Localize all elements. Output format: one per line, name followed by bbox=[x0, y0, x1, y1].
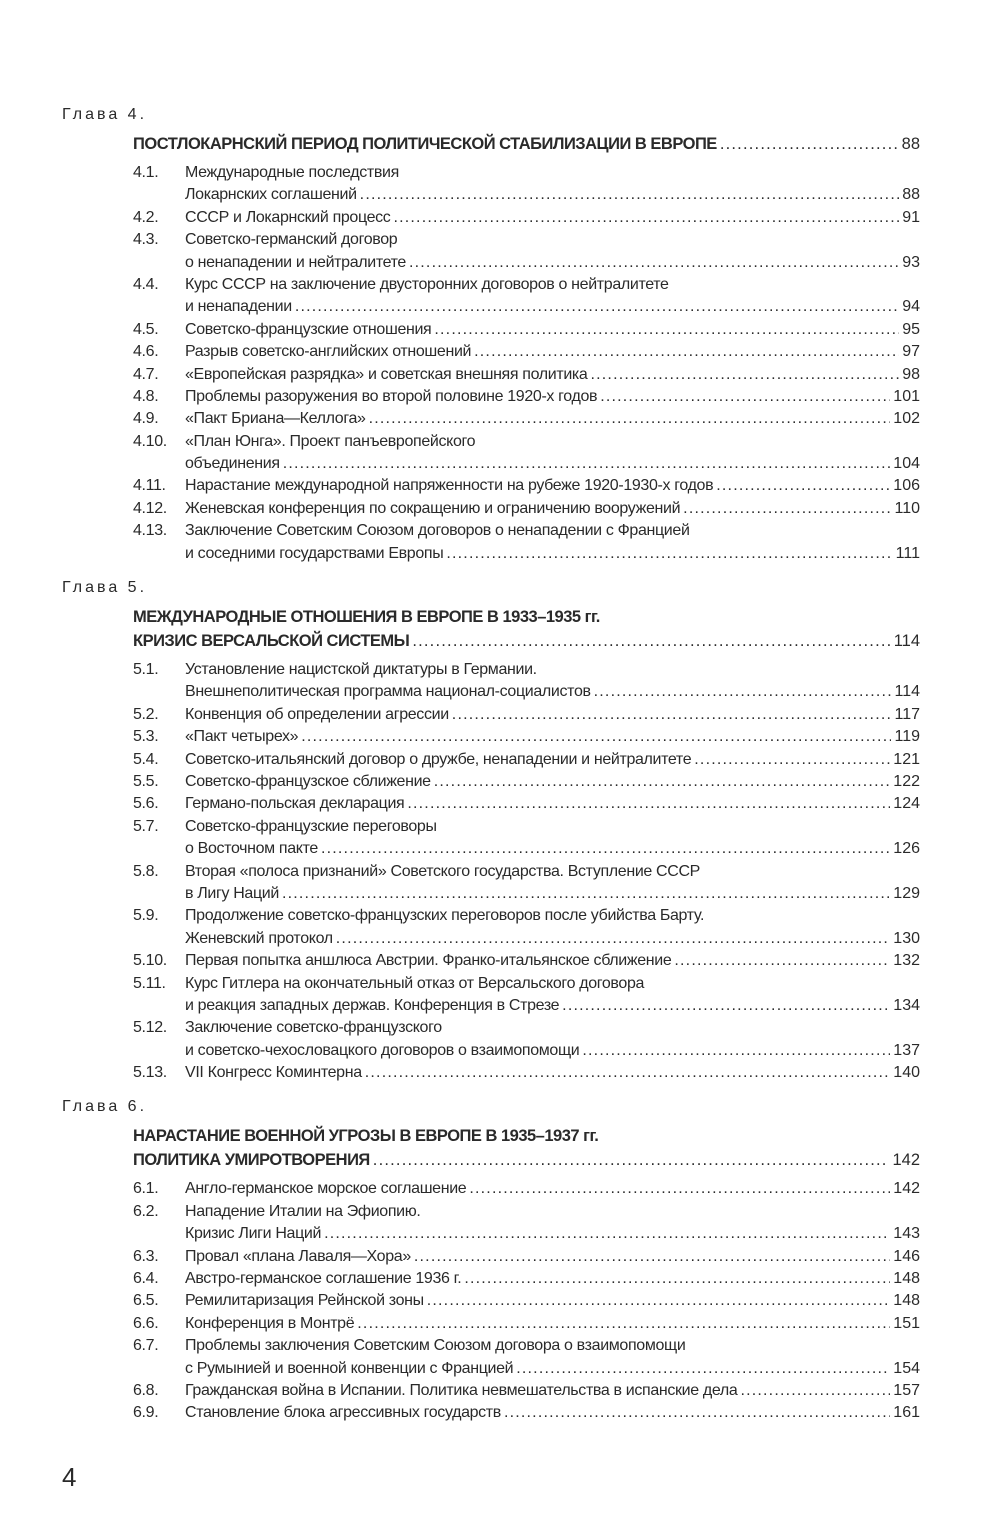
dot-leader bbox=[295, 296, 899, 318]
entry-text: и советско-чехословацкого договоров о взаимопомощи bbox=[185, 1041, 580, 1059]
entry-text: Гражданская война в Испании. Политика невмешательства в испанские дела bbox=[185, 1381, 738, 1399]
chapter-label: Глава 5. bbox=[62, 579, 148, 597]
entry-text: СССР и Локарнский процесс bbox=[185, 208, 391, 226]
toc-line bbox=[133, 296, 920, 318]
toc-entry bbox=[133, 973, 920, 1018]
entry-number: 6.1. bbox=[133, 1180, 159, 1198]
entry-number: 6.7. bbox=[133, 1337, 159, 1355]
dot-leader bbox=[336, 928, 891, 950]
page-ref: 93 bbox=[902, 253, 920, 271]
toc-line bbox=[133, 1223, 920, 1245]
entry-number: 5.6. bbox=[133, 795, 159, 813]
page-ref: 117 bbox=[894, 705, 920, 723]
entry-text: Женевская конференция по сокращению и ограничению вооружений bbox=[185, 499, 681, 517]
dot-leader bbox=[674, 950, 890, 972]
toc-line bbox=[133, 1313, 920, 1335]
toc-line bbox=[133, 681, 920, 703]
entry-number: 6.4. bbox=[133, 1270, 159, 1288]
toc-entry bbox=[133, 498, 920, 520]
dot-leader bbox=[360, 184, 900, 206]
toc-line bbox=[133, 1358, 920, 1380]
toc-entry bbox=[133, 520, 920, 565]
chapter-section bbox=[62, 1096, 920, 1424]
dot-leader bbox=[594, 681, 892, 703]
toc-line bbox=[133, 1290, 920, 1312]
toc-entry bbox=[133, 229, 920, 274]
page-ref: 88 bbox=[901, 135, 920, 153]
page-ref: 114 bbox=[893, 632, 920, 651]
toc-line bbox=[133, 1062, 920, 1084]
toc-entry bbox=[133, 386, 920, 408]
dot-leader bbox=[590, 364, 899, 386]
entry-number bbox=[133, 1223, 185, 1245]
toc-line bbox=[133, 659, 920, 681]
page-ref: 137 bbox=[893, 1041, 920, 1059]
chapter-section bbox=[62, 577, 920, 1084]
entry-text: НАРАСТАНИЕ ВОЕННОЙ УГРОЗЫ В ЕВРОПЕ В 1935–1937 гг. bbox=[133, 1127, 599, 1146]
page-ref: 106 bbox=[893, 477, 920, 495]
entry-text: ПОЛИТИКА УМИРОТВОРЕНИЯ bbox=[133, 1151, 370, 1170]
toc-line bbox=[133, 1201, 920, 1223]
page-ref: 111 bbox=[895, 544, 920, 562]
dot-leader bbox=[582, 1040, 890, 1062]
page-ref: 140 bbox=[893, 1064, 920, 1082]
page-ref: 151 bbox=[893, 1314, 920, 1332]
page-number: 4 bbox=[62, 1462, 77, 1492]
dot-leader bbox=[407, 793, 890, 815]
dot-leader bbox=[414, 1246, 890, 1268]
entry-number: 4.11. bbox=[133, 477, 166, 495]
page-ref: 119 bbox=[894, 728, 920, 746]
dot-leader bbox=[301, 726, 891, 748]
entry-text: с Румынией и военной конвенции с Францией bbox=[185, 1359, 514, 1377]
toc-line bbox=[133, 1380, 920, 1402]
entry-text: Проблемы заключения Советским Союзом договора о взаимопомощи bbox=[185, 1337, 686, 1355]
toc-line bbox=[133, 520, 920, 542]
page-ref: 114 bbox=[894, 683, 920, 701]
entry-number: 4.8. bbox=[133, 387, 159, 405]
entry-number: 6.8. bbox=[133, 1381, 159, 1399]
entry-number: 6.5. bbox=[133, 1292, 159, 1310]
entry-number: 5.11. bbox=[133, 974, 166, 992]
page-ref: 142 bbox=[892, 1151, 920, 1170]
entry-number: 4.7. bbox=[133, 365, 159, 383]
page-ref: 161 bbox=[893, 1404, 920, 1422]
dot-leader bbox=[474, 341, 899, 363]
toc-entry bbox=[133, 861, 920, 906]
dot-leader bbox=[409, 252, 899, 274]
toc-line bbox=[133, 498, 920, 520]
dot-leader bbox=[694, 749, 890, 771]
page-ref: 104 bbox=[893, 455, 920, 473]
entry-text: Локарнских соглашений bbox=[185, 186, 357, 204]
page-ref: 98 bbox=[902, 365, 920, 383]
dot-leader bbox=[434, 319, 899, 341]
dot-leader bbox=[683, 498, 891, 520]
toc-entry bbox=[133, 1335, 920, 1380]
toc-entry bbox=[133, 1402, 920, 1424]
entry-text: КРИЗИС ВЕРСАЛЬСКОЙ СИСТЕМЫ bbox=[133, 632, 410, 651]
page-ref: 91 bbox=[902, 208, 920, 226]
entry-number: 4.4. bbox=[133, 275, 159, 293]
entry-text: Проблемы разоружения во второй половине 1920-х годов bbox=[185, 387, 598, 405]
entry-text: Заключение советско-французского bbox=[185, 1019, 442, 1037]
entry-number: 4.12. bbox=[133, 499, 167, 517]
page-ref: 102 bbox=[893, 410, 920, 428]
toc-entry bbox=[133, 704, 920, 726]
toc-entry bbox=[133, 1178, 920, 1200]
entry-text: Англо-германское морское соглашение bbox=[185, 1180, 467, 1198]
toc-entry bbox=[133, 408, 920, 430]
entry-number: 4.13. bbox=[133, 522, 167, 540]
page-ref: 132 bbox=[893, 952, 920, 970]
dot-leader bbox=[446, 543, 892, 565]
toc-line bbox=[133, 408, 920, 430]
page-ref: 122 bbox=[893, 772, 920, 790]
toc-line bbox=[133, 726, 920, 748]
toc-line bbox=[133, 319, 920, 341]
entry-text: Курс СССР на заключение двусторонних договоров о нейтралитете bbox=[185, 275, 669, 293]
page-ref: 142 bbox=[893, 1180, 920, 1198]
entry-number: 5.12. bbox=[133, 1019, 167, 1037]
toc-line bbox=[133, 1402, 920, 1424]
toc-entry bbox=[133, 319, 920, 341]
page-ref: 154 bbox=[893, 1359, 920, 1377]
entry-number bbox=[133, 1358, 185, 1380]
entry-text: «Пакт четырех» bbox=[185, 728, 299, 746]
toc-line bbox=[133, 132, 920, 156]
page-ref: 130 bbox=[893, 929, 920, 947]
entry-text: Заключение Советским Союзом договоров о ненападении с Францией bbox=[185, 522, 690, 540]
entry-number: 6.6. bbox=[133, 1314, 159, 1332]
dot-leader bbox=[434, 771, 891, 793]
toc-line bbox=[133, 162, 920, 184]
toc-line bbox=[133, 816, 920, 838]
toc-line bbox=[133, 1148, 920, 1172]
entry-text: Установление нацистской диктатуры в Германии. bbox=[185, 661, 537, 679]
toc-entry bbox=[133, 1290, 920, 1312]
toc-line bbox=[133, 543, 920, 565]
entry-number: 5.8. bbox=[133, 862, 159, 880]
toc-entry bbox=[133, 1201, 920, 1246]
toc-line bbox=[133, 252, 920, 274]
entry-text: МЕЖДУНАРОДНЫЕ ОТНОШЕНИЯ В ЕВРОПЕ В 1933–1935 гг. bbox=[133, 608, 600, 627]
dot-leader bbox=[504, 1402, 890, 1424]
toc-line bbox=[133, 749, 920, 771]
toc-entry bbox=[133, 475, 920, 497]
toc-line bbox=[133, 771, 920, 793]
toc-line bbox=[133, 386, 920, 408]
toc-line bbox=[133, 629, 920, 653]
chapter-label: Глава 4. bbox=[62, 106, 148, 123]
page-ref: 143 bbox=[893, 1225, 920, 1243]
dot-leader bbox=[283, 453, 891, 475]
toc-entry bbox=[133, 1268, 920, 1290]
toc-line bbox=[133, 1246, 920, 1268]
toc-line bbox=[133, 883, 920, 905]
dot-leader bbox=[516, 1358, 890, 1380]
dot-leader bbox=[369, 408, 891, 430]
toc-line bbox=[133, 995, 920, 1017]
entry-text: ПОСТЛОКАРНСКИЙ ПЕРИОД ПОЛИТИЧЕСКОЙ СТАБИЛИЗАЦИИ В ЕВРОПЕ bbox=[133, 135, 717, 153]
toc-entry bbox=[133, 816, 920, 861]
page-ref: 157 bbox=[893, 1381, 920, 1399]
chapter-section bbox=[62, 104, 920, 565]
entry-number: 5.13. bbox=[133, 1064, 167, 1082]
entry-number: 5.5. bbox=[133, 772, 159, 790]
entry-text: Курс Гитлера на окончательный отказ от Версальского договора bbox=[185, 974, 645, 992]
toc-line bbox=[133, 274, 920, 296]
dot-leader bbox=[469, 1178, 890, 1200]
toc-entry bbox=[133, 1313, 920, 1335]
page-ref: 134 bbox=[893, 996, 920, 1014]
entry-number: 4.1. bbox=[133, 164, 159, 181]
entry-text: и ненападении bbox=[185, 298, 292, 316]
entry-number bbox=[133, 681, 185, 703]
dot-leader bbox=[324, 1223, 890, 1245]
entry-text: «Европейская разрядка» и советская внешняя политика bbox=[185, 365, 588, 383]
toc-entry bbox=[133, 950, 920, 972]
dot-leader bbox=[562, 995, 890, 1017]
dot-leader bbox=[365, 1062, 891, 1084]
toc-line bbox=[133, 1335, 920, 1357]
toc-line bbox=[133, 1178, 920, 1200]
entry-text: «Пакт Бриана—Келлога» bbox=[185, 410, 366, 428]
dot-leader bbox=[464, 1268, 890, 1290]
entry-text: Первая попытка аншлюса Австрии. Франко-итальянское сближение bbox=[185, 952, 672, 970]
entry-number: 4.9. bbox=[133, 410, 159, 428]
toc-entry bbox=[133, 162, 920, 207]
toc-line bbox=[133, 861, 920, 883]
toc-line bbox=[133, 184, 920, 206]
entry-number: 5.10. bbox=[133, 952, 167, 970]
entry-text: Вторая «полоса признаний» Советского государства. Вступление СССР bbox=[185, 862, 700, 880]
entry-number: 5.3. bbox=[133, 728, 159, 746]
toc-entry bbox=[133, 207, 920, 229]
page-ref: 95 bbox=[902, 320, 920, 338]
toc-line bbox=[133, 973, 920, 995]
toc-entry bbox=[133, 793, 920, 815]
entry-number: 5.2. bbox=[133, 705, 159, 723]
toc-line bbox=[133, 341, 920, 363]
page-ref: 97 bbox=[902, 343, 920, 361]
toc-line bbox=[133, 950, 920, 972]
page-ref: 94 bbox=[902, 298, 920, 316]
toc-entry bbox=[133, 726, 920, 748]
toc-line bbox=[133, 1040, 920, 1062]
entry-number bbox=[133, 296, 185, 318]
toc-line bbox=[133, 229, 920, 251]
entry-text: Становление блока агрессивных государств bbox=[185, 1404, 501, 1422]
toc-line bbox=[133, 793, 920, 815]
entry-number: 4.3. bbox=[133, 231, 159, 249]
dot-leader bbox=[427, 1290, 891, 1312]
page-ref: 146 bbox=[893, 1247, 920, 1265]
entry-text: в Лигу Наций bbox=[185, 884, 279, 902]
entry-text: Нападение Италии на Эфиопию. bbox=[185, 1202, 421, 1220]
entry-number: 5.4. bbox=[133, 750, 159, 768]
toc-line bbox=[133, 207, 920, 229]
entry-text: Международные последствия bbox=[185, 164, 399, 181]
toc-line bbox=[133, 905, 920, 927]
dot-leader bbox=[321, 838, 890, 860]
toc-entry bbox=[133, 431, 920, 476]
entry-number bbox=[133, 928, 185, 950]
toc-line bbox=[133, 1017, 920, 1039]
toc-entry bbox=[133, 905, 920, 950]
toc-line bbox=[133, 453, 920, 475]
table-of-contents bbox=[62, 104, 920, 1437]
entry-text: Нарастание международной напряженности на рубеже 1920-1930-х годов bbox=[185, 477, 714, 495]
entry-text: Советско-французское сближение bbox=[185, 772, 431, 790]
entry-number: 6.2. bbox=[133, 1202, 159, 1220]
chapter-title bbox=[133, 605, 920, 653]
entry-text: Советско-итальянский договор о дружбе, ненападении и нейтралитете bbox=[185, 750, 692, 768]
page-ref: 148 bbox=[893, 1292, 920, 1310]
toc-line bbox=[133, 1268, 920, 1290]
toc-entry bbox=[133, 659, 920, 704]
entry-text: Провал «плана Лаваля—Хора» bbox=[185, 1247, 411, 1265]
entry-number: 5.9. bbox=[133, 907, 159, 925]
entry-number: 5.1. bbox=[133, 661, 159, 679]
entry-number bbox=[133, 252, 185, 274]
entry-number: 6.3. bbox=[133, 1247, 159, 1265]
toc-line bbox=[133, 1124, 920, 1148]
entry-number bbox=[133, 1040, 185, 1062]
entry-text: Советско-германский договор bbox=[185, 231, 398, 249]
toc-line bbox=[133, 928, 920, 950]
entry-text: Конвенция об определении агрессии bbox=[185, 705, 449, 723]
entry-number bbox=[133, 838, 185, 860]
dot-leader bbox=[393, 207, 899, 229]
entry-number: 6.9. bbox=[133, 1404, 159, 1422]
chapter-title bbox=[133, 1124, 920, 1172]
toc-line bbox=[133, 431, 920, 453]
entry-text: Ремилитаризация Рейнской зоны bbox=[185, 1292, 424, 1310]
entry-number: 4.5. bbox=[133, 320, 159, 338]
dot-leader bbox=[357, 1313, 890, 1335]
toc-line bbox=[133, 475, 920, 497]
entry-text: и реакция западных держав. Конференция в Стрезе bbox=[185, 996, 560, 1014]
dot-leader bbox=[716, 475, 890, 497]
entry-number bbox=[133, 543, 185, 565]
page-ref: 121 bbox=[893, 750, 920, 768]
page-ref: 129 bbox=[893, 884, 920, 902]
entry-number: 4.10. bbox=[133, 432, 167, 450]
entry-text: Австро-германское соглашение 1936 г. bbox=[185, 1270, 462, 1288]
entry-number: 4.6. bbox=[133, 343, 159, 361]
entry-text: Конференция в Монтрё bbox=[185, 1314, 355, 1332]
page-ref: 126 bbox=[893, 840, 920, 858]
toc-entry bbox=[133, 274, 920, 319]
page-ref: 110 bbox=[894, 499, 920, 517]
toc-line bbox=[133, 364, 920, 386]
toc-line bbox=[133, 605, 920, 629]
dot-leader bbox=[373, 1148, 890, 1172]
page-ref: 124 bbox=[893, 795, 920, 813]
entry-text: Кризис Лиги Наций bbox=[185, 1225, 322, 1243]
toc-entry bbox=[133, 1380, 920, 1402]
page-ref: 88 bbox=[902, 186, 920, 204]
entry-text: Разрыв советско-английских отношений bbox=[185, 343, 472, 361]
entry-text: Советско-французские отношения bbox=[185, 320, 432, 338]
entry-number: 5.7. bbox=[133, 817, 159, 835]
toc-line bbox=[133, 838, 920, 860]
toc-entry bbox=[133, 1246, 920, 1268]
toc-line bbox=[133, 704, 920, 726]
entry-text: и соседними государствами Европы bbox=[185, 544, 444, 562]
toc-entry bbox=[133, 749, 920, 771]
chapter-title bbox=[133, 132, 920, 156]
entry-text: о ненападении и нейтралитете bbox=[185, 253, 406, 271]
toc-entry bbox=[133, 1017, 920, 1062]
entry-text: Внешнеполитическая программа национал-социалистов bbox=[185, 683, 591, 701]
entry-text: Германо-польская декларация bbox=[185, 795, 405, 813]
dot-leader bbox=[600, 386, 890, 408]
page-ref: 101 bbox=[893, 387, 920, 405]
entry-number bbox=[133, 453, 185, 475]
toc-entry bbox=[133, 364, 920, 386]
toc-entry bbox=[133, 771, 920, 793]
entry-number bbox=[133, 995, 185, 1017]
entry-text: Продолжение советско-французских переговоров после убийства Барту. bbox=[185, 907, 705, 925]
page-ref: 148 bbox=[893, 1270, 920, 1288]
dot-leader bbox=[412, 629, 890, 653]
entry-text: «План Юнга». Проект панъевропейского bbox=[185, 432, 476, 450]
entry-text: объединения bbox=[185, 455, 280, 473]
dot-leader bbox=[720, 132, 899, 156]
entry-number bbox=[133, 883, 185, 905]
entry-text: Советско-французские переговоры bbox=[185, 817, 437, 835]
entry-number bbox=[133, 184, 185, 206]
dot-leader bbox=[740, 1380, 890, 1402]
toc-entry bbox=[133, 341, 920, 363]
entry-text: Женевский протокол bbox=[185, 929, 333, 947]
entry-number: 4.2. bbox=[133, 208, 159, 226]
dot-leader bbox=[452, 704, 892, 726]
chapter-label: Глава 6. bbox=[62, 1098, 148, 1116]
toc-entry bbox=[133, 1062, 920, 1084]
entry-text: VII Конгресс Коминтерна bbox=[185, 1064, 362, 1082]
dot-leader bbox=[282, 883, 890, 905]
entry-text: о Восточном пакте bbox=[185, 840, 318, 858]
